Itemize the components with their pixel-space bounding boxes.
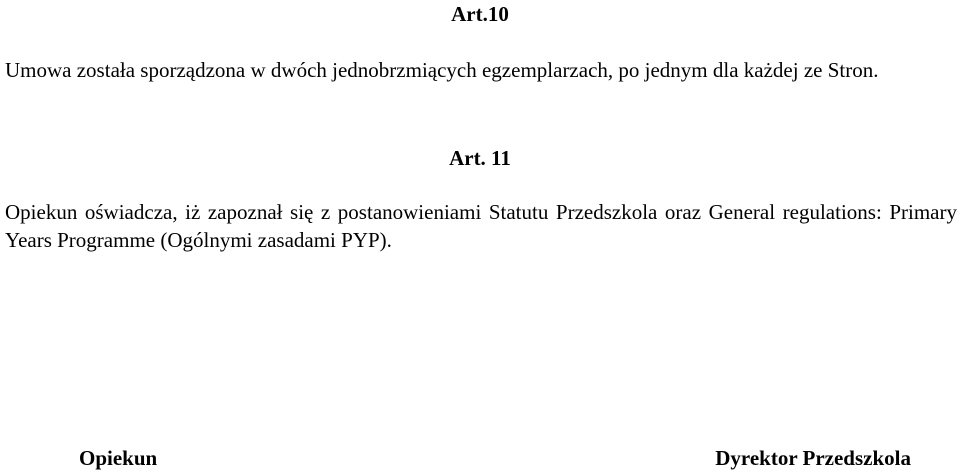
signature-director-label: Dyrektor Przedszkola [715,446,911,470]
signature-guardian-label: Opiekun [79,446,158,470]
article-10-text: Umowa została sporządzona w dwóch jednobrzmiących egzemplarzach, po jednym dla każdej ze Stron. [5,58,879,82]
article-11-heading: Art. 11 [449,146,511,170]
article-11-text: Opiekun oświadcza, iż zapoznał się z postanowieniami Statutu Przedszkola oraz General regulations: Primary Years Programme (Ogólnymi zasadami PYP). [5,200,957,252]
article-10-heading: Art.10 [451,2,509,26]
